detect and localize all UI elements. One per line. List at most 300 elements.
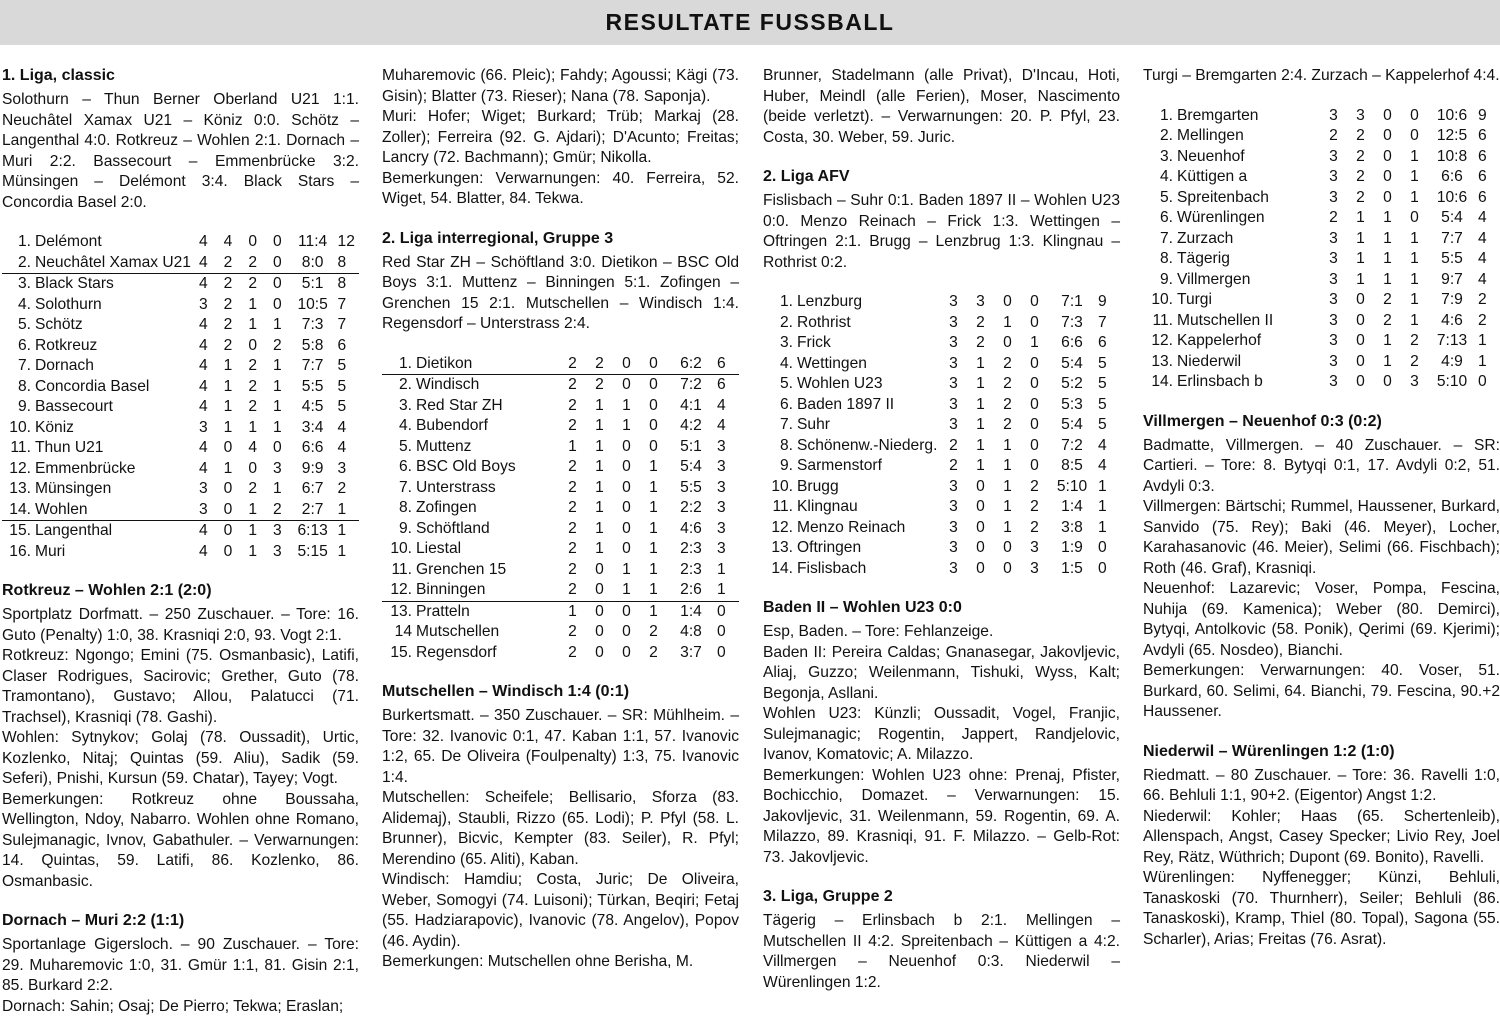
played-cell: 3 xyxy=(191,295,216,316)
rank-cell: 10. xyxy=(2,418,35,439)
goals-cell: 7:2 xyxy=(667,375,715,396)
played-cell: 2 xyxy=(559,539,586,560)
points-cell: 1 xyxy=(715,560,739,581)
played-cell: 1 xyxy=(559,437,586,458)
table-row xyxy=(2,479,359,500)
article-section xyxy=(1143,742,1500,951)
won-cell: 2 xyxy=(216,295,241,316)
points-cell: 0 xyxy=(715,622,739,643)
lost-cell: 1 xyxy=(1401,229,1428,250)
team-cell: Liestal xyxy=(416,539,559,560)
drawn-cell: 2 xyxy=(240,479,265,500)
section-title: Mutschellen – Windisch 1:4 (0:1) xyxy=(382,682,739,702)
team-cell: Bubendorf xyxy=(416,416,559,437)
points-cell: 9 xyxy=(1476,106,1500,127)
team-cell: Würenlingen xyxy=(1177,208,1320,229)
won-cell: 2 xyxy=(216,315,241,336)
table-row xyxy=(2,542,359,563)
lost-cell: 0 xyxy=(1021,374,1048,395)
rank-cell: 6. xyxy=(1143,208,1177,229)
paragraph: Wohlen U23: Künzli; Oussadit, Vogel, Franjic, Sulejmanagic; Rogentin, Jappert, Randjelovic, Ivanov, Komatovic; A. Milazzo. xyxy=(763,704,1120,766)
article-section xyxy=(2,911,359,1017)
won-cell: 1 xyxy=(586,498,613,519)
drawn-cell: 0 xyxy=(994,292,1021,313)
table-row xyxy=(763,538,1120,559)
team-cell: Fislisbach xyxy=(797,559,940,580)
rank-cell: 2. xyxy=(763,313,797,334)
lost-cell: 3 xyxy=(265,542,290,563)
column-1 xyxy=(2,66,359,1017)
table-row xyxy=(2,253,359,274)
team-cell: Dornach xyxy=(35,356,191,377)
drawn-cell: 1 xyxy=(994,477,1021,498)
column-2 xyxy=(382,66,739,973)
paragraph: Riedmatt. – 80 Zuschauer. – Tore: 36. Ravelli 1:0, 66. Behluli 1:1, 90+2. (Eigentor) Angst 1:2. xyxy=(1143,766,1500,807)
table-row xyxy=(1143,249,1500,270)
team-cell: Wohlen xyxy=(35,500,191,521)
played-cell: 2 xyxy=(559,478,586,499)
lost-cell: 0 xyxy=(1021,354,1048,375)
table-row xyxy=(763,292,1120,313)
rank-cell: 3. xyxy=(382,396,416,417)
lost-cell: 0 xyxy=(640,416,667,437)
team-cell: Mutschellen xyxy=(416,622,559,643)
points-cell: 1 xyxy=(1096,518,1120,539)
team-cell: Zurzach xyxy=(1177,229,1320,250)
played-cell: 2 xyxy=(559,416,586,437)
won-cell: 0 xyxy=(586,560,613,581)
table-row xyxy=(2,521,359,542)
article-section xyxy=(1143,66,1500,87)
played-cell: 2 xyxy=(559,396,586,417)
played-cell: 3 xyxy=(191,418,216,439)
points-cell: 4 xyxy=(1096,456,1120,477)
team-cell: Mellingen xyxy=(1177,126,1320,147)
lost-cell: 1 xyxy=(1401,167,1428,188)
team-cell: Unterstrass xyxy=(416,478,559,499)
table-row xyxy=(1143,229,1500,250)
table-row xyxy=(382,622,739,643)
paragraph: Red Star ZH – Schöftland 3:0. Dietikon – BSC Old Boys 3:1. Muttenz – Binningen 5:1. Zofingen – Grenchen 15 2:1. Mutschellen – Windisch 1:4. Regensdorf – Unterstrass 2:4. xyxy=(382,253,739,335)
table-row xyxy=(1143,311,1500,332)
goals-cell: 4:9 xyxy=(1428,352,1476,373)
column-4 xyxy=(1143,66,1500,950)
rank-cell: 2. xyxy=(1143,126,1177,147)
rank-cell: 11. xyxy=(1143,311,1177,332)
played-cell: 3 xyxy=(1320,372,1347,393)
drawn-cell: 0 xyxy=(613,622,640,643)
paragraph: Fislisbach – Suhr 0:1. Baden 1897 II – Wohlen U23 0:0. Menzo Reinach – Frick 1:3. Wettingen – Oftringen 2:1. Brugg – Lenzbrug 1:3. Klingnau – Rothrist 0:2. xyxy=(763,191,1120,273)
goals-cell: 7:1 xyxy=(1048,292,1096,313)
table-row xyxy=(382,519,739,540)
points-cell: 4 xyxy=(1476,229,1500,250)
goals-cell: 6:2 xyxy=(667,354,715,375)
played-cell: 2 xyxy=(559,580,586,601)
won-cell: 2 xyxy=(216,336,241,357)
won-cell: 0 xyxy=(586,643,613,664)
goals-cell: 11:4 xyxy=(290,232,336,253)
column-3 xyxy=(763,66,1120,993)
team-cell: Neuenhof xyxy=(1177,147,1320,168)
points-cell: 3 xyxy=(715,478,739,499)
goals-cell: 10:5 xyxy=(290,295,336,316)
lost-cell: 0 xyxy=(1021,313,1048,334)
rank-cell: 15. xyxy=(2,521,35,542)
won-cell: 1 xyxy=(1347,249,1374,270)
goals-cell: 7:13 xyxy=(1428,331,1476,352)
won-cell: 2 xyxy=(586,354,613,375)
won-cell: 2 xyxy=(967,333,994,354)
table-row xyxy=(763,518,1120,539)
team-cell: Niederwil xyxy=(1177,352,1320,373)
table-row xyxy=(763,415,1120,436)
lost-cell: 1 xyxy=(1401,249,1428,270)
points-cell: 2 xyxy=(1476,311,1500,332)
team-cell: Pratteln xyxy=(416,601,559,622)
rank-cell: 6. xyxy=(763,395,797,416)
rank-cell: 13. xyxy=(763,538,797,559)
won-cell: 1 xyxy=(967,354,994,375)
played-cell: 2 xyxy=(559,375,586,396)
played-cell: 3 xyxy=(940,538,967,559)
points-cell: 5 xyxy=(1096,374,1120,395)
goals-cell: 4:6 xyxy=(1428,311,1476,332)
lost-cell: 0 xyxy=(1021,456,1048,477)
goals-cell: 7:2 xyxy=(1048,436,1096,457)
points-cell: 3 xyxy=(715,539,739,560)
table-row xyxy=(382,354,739,375)
team-cell: Langenthal xyxy=(35,521,191,542)
drawn-cell: 0 xyxy=(1374,372,1401,393)
team-cell: Köniz xyxy=(35,418,191,439)
rank-cell: 12. xyxy=(763,518,797,539)
rank-cell: 13. xyxy=(2,479,35,500)
goals-cell: 6:6 xyxy=(1428,167,1476,188)
lost-cell: 0 xyxy=(265,295,290,316)
points-cell: 4 xyxy=(1096,436,1120,457)
table-row xyxy=(1143,147,1500,168)
won-cell: 2 xyxy=(1347,167,1374,188)
lost-cell: 3 xyxy=(265,521,290,542)
lost-cell: 2 xyxy=(1401,331,1428,352)
played-cell: 4 xyxy=(191,542,216,563)
rank-cell: 10. xyxy=(382,539,416,560)
team-cell: Binningen xyxy=(416,580,559,601)
goals-cell: 5:1 xyxy=(290,274,336,295)
played-cell: 3 xyxy=(1320,106,1347,127)
played-cell: 3 xyxy=(1320,249,1347,270)
team-cell: Tägerig xyxy=(1177,249,1320,270)
drawn-cell: 2 xyxy=(240,274,265,295)
won-cell: 0 xyxy=(586,622,613,643)
lost-cell: 0 xyxy=(265,438,290,459)
team-cell: Rothrist xyxy=(797,313,940,334)
played-cell: 3 xyxy=(1320,331,1347,352)
drawn-cell: 0 xyxy=(613,539,640,560)
played-cell: 2 xyxy=(559,354,586,375)
paragraph: Turgi – Bremgarten 2:4. Zurzach – Kappelerhof 4:4. xyxy=(1143,66,1500,87)
won-cell: 1 xyxy=(586,519,613,540)
won-cell: 3 xyxy=(1347,106,1374,127)
points-cell: 5 xyxy=(336,397,359,418)
section-title: 1. Liga, classic xyxy=(2,66,359,86)
paragraph: Sportanlage Gigersloch. – 90 Zuschauer. – Tore: 29. Muharemovic 1:0, 31. Gmür 1:1, 81. Gisin 2:1, 85. Burkard 2:2. xyxy=(2,935,359,997)
played-cell: 3 xyxy=(940,559,967,580)
points-cell: 6 xyxy=(1476,126,1500,147)
won-cell: 2 xyxy=(1347,147,1374,168)
goals-cell: 3:8 xyxy=(1048,518,1096,539)
lost-cell: 0 xyxy=(265,253,290,274)
goals-cell: 2:2 xyxy=(667,498,715,519)
rank-cell: 13. xyxy=(382,601,416,622)
won-cell: 1 xyxy=(967,395,994,416)
goals-cell: 2:3 xyxy=(667,539,715,560)
drawn-cell: 2 xyxy=(240,356,265,377)
paragraph: Windisch: Hamdiu; Costa, Juric; De Oliveira, Weber, Somogyi (74. Luisoni); Türkan, Beqiri; Fetaj (55. Hadziarapovic), Ivanovic (78. Angelov), Popov (46. Aydin). xyxy=(382,870,739,952)
rank-cell: 14. xyxy=(1143,372,1177,393)
table-row xyxy=(382,601,739,622)
team-cell: Erlinsbach b xyxy=(1177,372,1320,393)
paragraph: Esp, Baden. – Tore: Fehlanzeige. xyxy=(763,622,1120,643)
goals-cell: 4:8 xyxy=(667,622,715,643)
table-row xyxy=(763,456,1120,477)
drawn-cell: 2 xyxy=(240,397,265,418)
points-cell: 1 xyxy=(715,580,739,601)
goals-cell: 9:7 xyxy=(1428,270,1476,291)
lost-cell: 1 xyxy=(640,601,667,622)
article-section xyxy=(382,66,739,210)
table-row xyxy=(2,397,359,418)
standings-table xyxy=(382,354,739,664)
lost-cell: 0 xyxy=(1021,395,1048,416)
rank-cell: 3. xyxy=(763,333,797,354)
rank-cell: 9. xyxy=(382,519,416,540)
lost-cell: 1 xyxy=(265,418,290,439)
won-cell: 1 xyxy=(1347,208,1374,229)
rank-cell: 14 xyxy=(382,622,416,643)
won-cell: 1 xyxy=(216,356,241,377)
points-cell: 6 xyxy=(715,375,739,396)
lost-cell: 2 xyxy=(265,336,290,357)
won-cell: 0 xyxy=(1347,311,1374,332)
lost-cell: 1 xyxy=(1401,147,1428,168)
goals-cell: 8:5 xyxy=(1048,456,1096,477)
paragraph: Muri: Hofer; Wiget; Burkard; Trüb; Markaj (28. Zoller); Ferreira (92. G. Ajdari); D'Acunto; Freitas; Lancry (72. Bachmann); Gmür; Nikolla. xyxy=(382,107,739,169)
drawn-cell: 0 xyxy=(613,354,640,375)
drawn-cell: 0 xyxy=(613,437,640,458)
lost-cell: 0 xyxy=(640,354,667,375)
drawn-cell: 1 xyxy=(240,418,265,439)
points-cell: 4 xyxy=(1476,270,1500,291)
played-cell: 4 xyxy=(191,521,216,542)
rank-cell: 11. xyxy=(382,560,416,581)
table-row xyxy=(763,374,1120,395)
goals-cell: 2:7 xyxy=(290,500,336,521)
won-cell: 0 xyxy=(586,601,613,622)
goals-cell: 6:6 xyxy=(290,438,336,459)
paragraph: Bemerkungen: Rotkreuz ohne Boussaha, Wellington, Ndoy, Nabarro. Wohlen ohne Romano, Sulejmanagic, Ivnov, Gabathuler. – Verwarnungen: 14. Quintas, 59. Latifi, 86. Kozlenko, 86. Osmanbasic. xyxy=(2,790,359,893)
played-cell: 4 xyxy=(191,315,216,336)
lost-cell: 1 xyxy=(1401,311,1428,332)
drawn-cell: 1 xyxy=(994,436,1021,457)
paragraph: Baden II: Pereira Caldas; Gnanasegar, Jakovljevic, Aliaj, Guzzo; Weilenmann, Tishuki, Wyss, Kalt; Begonja, Asllani. xyxy=(763,643,1120,705)
drawn-cell: 1 xyxy=(1374,249,1401,270)
points-cell: 5 xyxy=(1096,354,1120,375)
goals-cell: 3:4 xyxy=(290,418,336,439)
rank-cell: 1. xyxy=(2,232,35,253)
points-cell: 1 xyxy=(1096,497,1120,518)
lost-cell: 1 xyxy=(1401,290,1428,311)
won-cell: 1 xyxy=(586,539,613,560)
rank-cell: 16. xyxy=(2,542,35,563)
paragraph: Bemerkungen: Mutschellen ohne Berisha, M. xyxy=(382,952,739,973)
points-cell: 6 xyxy=(1476,147,1500,168)
team-cell: Zofingen xyxy=(416,498,559,519)
rank-cell: 12. xyxy=(1143,331,1177,352)
won-cell: 1 xyxy=(967,456,994,477)
goals-cell: 7:9 xyxy=(1428,290,1476,311)
won-cell: 0 xyxy=(1347,352,1374,373)
team-cell: BSC Old Boys xyxy=(416,457,559,478)
won-cell: 2 xyxy=(216,274,241,295)
lost-cell: 0 xyxy=(1021,415,1048,436)
points-cell: 6 xyxy=(1476,188,1500,209)
drawn-cell: 0 xyxy=(240,232,265,253)
played-cell: 3 xyxy=(191,500,216,521)
won-cell: 2 xyxy=(586,375,613,396)
points-cell: 0 xyxy=(715,643,739,664)
played-cell: 4 xyxy=(191,377,216,398)
lost-cell: 1 xyxy=(265,479,290,500)
paragraph: Muharemovic (66. Pleic); Fahdy; Agoussi; Kägi (73. Gisin); Blatter (73. Rieser); Nana (78. Saponja). xyxy=(382,66,739,107)
goals-cell: 5:10 xyxy=(1428,372,1476,393)
section-title: 2. Liga AFV xyxy=(763,167,1120,187)
goals-cell: 9:9 xyxy=(290,459,336,480)
drawn-cell: 0 xyxy=(1374,188,1401,209)
lost-cell: 0 xyxy=(1021,436,1048,457)
lost-cell: 2 xyxy=(640,643,667,664)
won-cell: 1 xyxy=(216,397,241,418)
table-row xyxy=(382,375,739,396)
table-row xyxy=(2,336,359,357)
points-cell: 2 xyxy=(1476,290,1500,311)
goals-cell: 5:4 xyxy=(667,457,715,478)
goals-cell: 5:8 xyxy=(290,336,336,357)
points-cell: 5 xyxy=(336,356,359,377)
lost-cell: 1 xyxy=(1401,270,1428,291)
goals-cell: 5:4 xyxy=(1048,354,1096,375)
lost-cell: 0 xyxy=(1021,292,1048,313)
goals-cell: 7:7 xyxy=(290,356,336,377)
team-cell: Emmenbrücke xyxy=(35,459,191,480)
played-cell: 3 xyxy=(1320,147,1347,168)
won-cell: 0 xyxy=(586,580,613,601)
team-cell: Dietikon xyxy=(416,354,559,375)
rank-cell: 2. xyxy=(382,375,416,396)
table-row xyxy=(763,477,1120,498)
article-section xyxy=(382,229,739,335)
lost-cell: 1 xyxy=(1401,188,1428,209)
team-cell: Wohlen U23 xyxy=(797,374,940,395)
paragraph: Bemerkungen: Verwarnungen: 40. Ferreira, 52. Wiget, 54. Blatter, 84. Tekwa. xyxy=(382,169,739,210)
drawn-cell: 0 xyxy=(994,333,1021,354)
lost-cell: 3 xyxy=(1401,372,1428,393)
article-section xyxy=(763,598,1120,868)
goals-cell: 7:7 xyxy=(1428,229,1476,250)
team-cell: Küttigen a xyxy=(1177,167,1320,188)
team-cell: Schönenw.-Niederg. xyxy=(797,436,940,457)
rank-cell: 9. xyxy=(2,397,35,418)
team-cell: Windisch xyxy=(416,375,559,396)
drawn-cell: 0 xyxy=(1374,126,1401,147)
drawn-cell: 0 xyxy=(994,559,1021,580)
lost-cell: 3 xyxy=(1021,538,1048,559)
rank-cell: 4. xyxy=(2,295,35,316)
table-row xyxy=(1143,208,1500,229)
points-cell: 1 xyxy=(336,500,359,521)
goals-cell: 4:5 xyxy=(290,397,336,418)
paragraph: Rotkreuz: Ngongo; Emini (75. Osmanbasic), Latifi, Claser Rodrigues, Sacirovic; Grether, Guto (78. Tramontano), Gustavo; Allou, Palatucci (71. Trachsel), Krasniqi (78. Gashi). xyxy=(2,646,359,728)
goals-cell: 5:15 xyxy=(290,542,336,563)
table-row xyxy=(1143,352,1500,373)
page-title: RESULTATE FUSSBALL xyxy=(606,9,895,36)
goals-cell: 5:4 xyxy=(1048,415,1096,436)
rank-cell: 4. xyxy=(382,416,416,437)
section-title: 2. Liga interregional, Gruppe 3 xyxy=(382,229,739,249)
won-cell: 1 xyxy=(967,436,994,457)
points-cell: 1 xyxy=(336,521,359,542)
lost-cell: 1 xyxy=(265,397,290,418)
lost-cell: 2 xyxy=(640,622,667,643)
table-row xyxy=(1143,372,1500,393)
drawn-cell: 1 xyxy=(994,313,1021,334)
drawn-cell: 1 xyxy=(1374,352,1401,373)
table-row xyxy=(382,580,739,601)
team-cell: Grenchen 15 xyxy=(416,560,559,581)
lost-cell: 0 xyxy=(1401,106,1428,127)
played-cell: 1 xyxy=(559,601,586,622)
drawn-cell: 1 xyxy=(240,295,265,316)
played-cell: 2 xyxy=(1320,126,1347,147)
points-cell: 4 xyxy=(1476,249,1500,270)
standings-table xyxy=(1143,106,1500,393)
table-row xyxy=(1143,188,1500,209)
team-cell: Schötz xyxy=(35,315,191,336)
played-cell: 3 xyxy=(1320,311,1347,332)
goals-cell: 1:4 xyxy=(1048,497,1096,518)
table-row xyxy=(1143,106,1500,127)
article-section xyxy=(382,682,739,973)
goals-cell: 6:13 xyxy=(290,521,336,542)
team-cell: Oftringen xyxy=(797,538,940,559)
table-row xyxy=(763,497,1120,518)
won-cell: 1 xyxy=(586,478,613,499)
drawn-cell: 4 xyxy=(240,438,265,459)
rank-cell: 6. xyxy=(2,336,35,357)
team-cell: Mutschellen II xyxy=(1177,311,1320,332)
points-cell: 8 xyxy=(336,253,359,274)
played-cell: 2 xyxy=(559,622,586,643)
points-cell: 4 xyxy=(336,418,359,439)
standings-table xyxy=(2,232,359,562)
points-cell: 6 xyxy=(715,354,739,375)
drawn-cell: 1 xyxy=(240,315,265,336)
rank-cell: 1. xyxy=(1143,106,1177,127)
drawn-cell: 2 xyxy=(240,253,265,274)
standings-grid xyxy=(1143,106,1500,393)
goals-cell: 10:6 xyxy=(1428,106,1476,127)
rank-cell: 4. xyxy=(763,354,797,375)
